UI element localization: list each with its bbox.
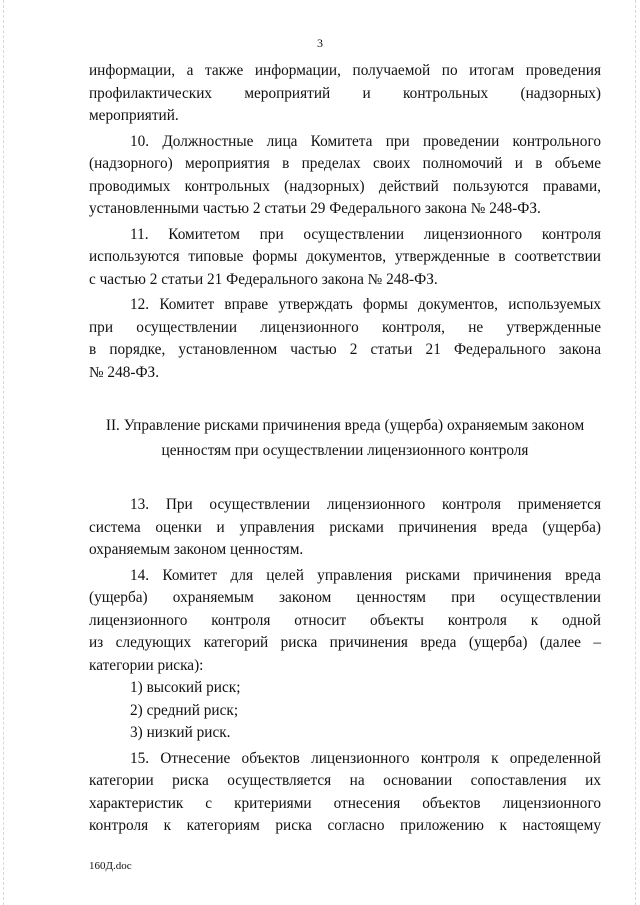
paragraph-line: охраняемым законом ценностям.	[89, 541, 304, 558]
paragraph-line: характеристик с критериями отнесения объектов лицензионного	[89, 794, 601, 812]
paragraph-line: 13. При осуществлении лицензионного контроля применяется	[130, 496, 601, 513]
paragraph-line: используются типовые формы документов, утвержденные в соответствии	[89, 248, 601, 265]
paragraph-line: установленными частью 2 статьи 29 Федерального закона № 248-ФЗ.	[89, 200, 541, 217]
paragraph-line: при осуществлении лицензионного контроля, не утвержденные	[89, 318, 601, 336]
paragraph-line: информации, а также информации, получаемой по итогам проведения	[89, 62, 601, 79]
list-item: 1) высокий риск;	[130, 679, 241, 696]
paragraph-line: в порядке, установленном частью 2 статьи 21 Федерального закона	[89, 341, 601, 358]
paragraph-line: мероприятий.	[89, 107, 179, 124]
paragraph-line: (ущерба) охраняемым законом ценностям при осуществлении	[89, 589, 601, 606]
paragraph-line: система оценки и управления рисками причинения вреда (ущерба)	[89, 518, 601, 536]
section-heading	[79, 413, 611, 463]
paragraph-line: категории риска осуществляется на основании сопоставления их	[89, 772, 601, 789]
page-number: 3	[317, 36, 323, 50]
list-item: 2) средний риск;	[130, 701, 239, 719]
paragraph-line: категории риска):	[89, 656, 204, 674]
paragraph-line: 10. Должностные лица Комитета при проведении контрольного	[130, 132, 601, 150]
paragraph-line: лицензионного контроля относит объекты контроля к одной	[89, 611, 601, 629]
scan-edge-left	[3, 0, 5, 905]
paragraph-line: с частью 2 статьи 21 Федерального закона № 248-ФЗ.	[89, 270, 438, 288]
paragraph-line: № 248-ФЗ.	[89, 363, 160, 381]
paragraph-line: контроля к категориям риска согласно приложению к настоящему	[89, 817, 601, 834]
section-heading-line: ценностям при осуществлении лицензионного контроля	[161, 442, 529, 459]
scan-edge-right	[635, 0, 637, 905]
paragraph-line: (надзорного) мероприятия в пределах своих полномочий и в объеме	[89, 155, 601, 172]
paragraph-line: из следующих категорий риска причинения вреда (ущерба) (далее –	[89, 634, 601, 651]
paragraph-line: проводимых контрольных (надзорных) действий пользуются правами,	[89, 177, 601, 195]
paragraph-line: 12. Комитет вправе утверждать формы документов, используемых	[130, 296, 601, 313]
document-body	[89, 60, 601, 838]
paragraph-line: 11. Комитетом при осуществлении лицензионного контроля	[130, 225, 601, 243]
paragraph-line: 15. Отнесение объектов лицензионного контроля к определенной	[130, 749, 601, 767]
paragraph-line: профилактических мероприятий и контрольных (надзорных)	[89, 84, 601, 102]
section-heading-line: II. Управление рисками причинения вреда (ущерба) охраняемым законом	[105, 417, 585, 434]
list-item: 3) низкий риск.	[130, 724, 231, 741]
footer-filename: 160Д.doc	[89, 860, 132, 872]
paragraph-line: 14. Комитет для целей управления рисками причинения вреда	[130, 566, 601, 584]
